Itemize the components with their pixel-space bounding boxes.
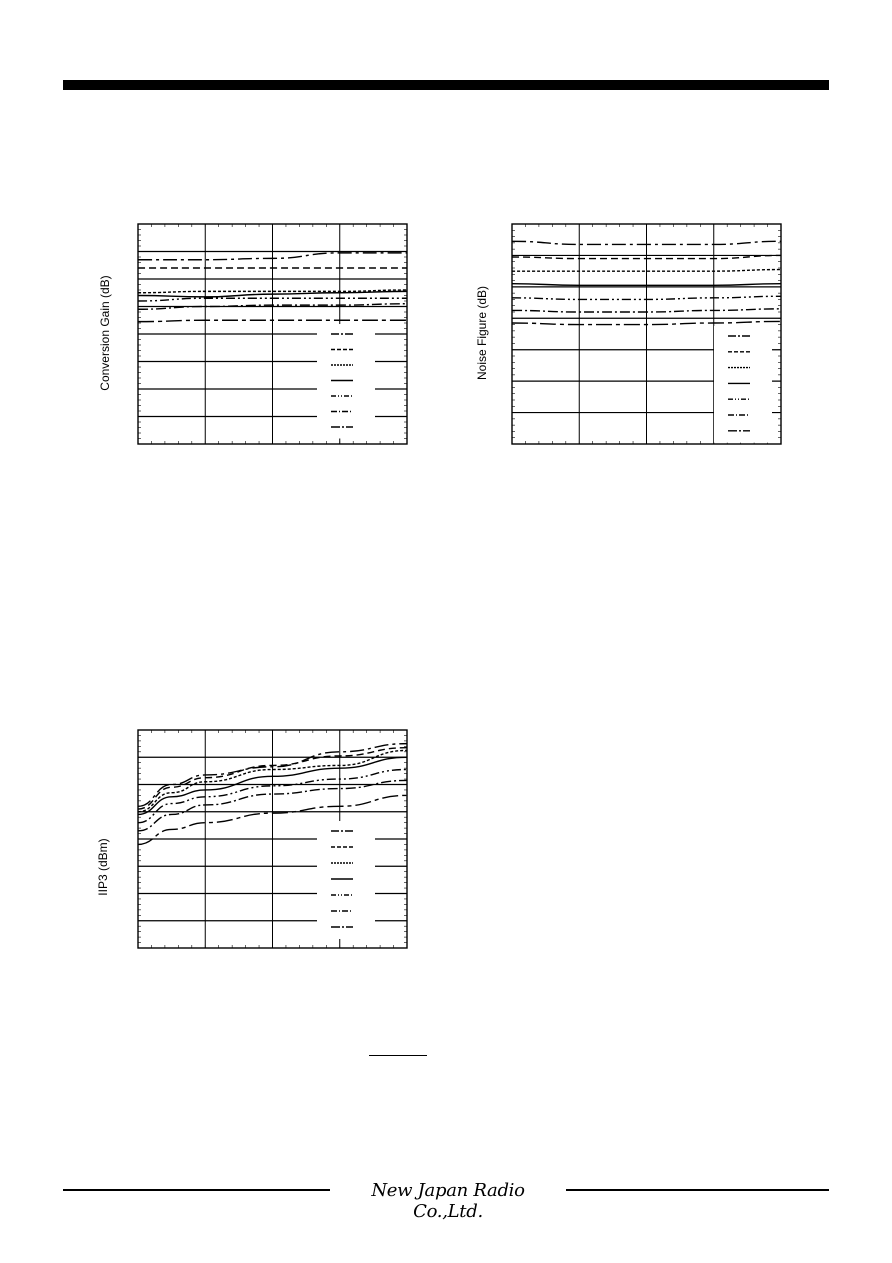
y-axis-label: Noise Figure (dB) xyxy=(475,285,489,381)
footer-rule-left xyxy=(63,1189,330,1191)
footer-brand-logo: New Japan Radio Co.,Ltd. xyxy=(371,1180,525,1222)
y-axis-label: IIP3 (dBm) xyxy=(96,838,110,896)
conversion-gain-chart xyxy=(95,222,410,446)
noise-figure-chart xyxy=(470,222,785,446)
legend-box xyxy=(317,324,375,439)
iip3-plot xyxy=(95,728,410,952)
y-axis-label: Conversion Gain (dB) xyxy=(98,275,112,391)
iip3-chart xyxy=(95,728,410,952)
legend-box xyxy=(317,821,375,939)
conversion-gain-plot xyxy=(95,222,410,446)
legend-box xyxy=(714,326,772,443)
noise-figure-plot xyxy=(470,222,785,446)
header-rule xyxy=(63,80,829,90)
note-rule xyxy=(369,1055,427,1056)
footer-rule-right xyxy=(566,1189,829,1191)
